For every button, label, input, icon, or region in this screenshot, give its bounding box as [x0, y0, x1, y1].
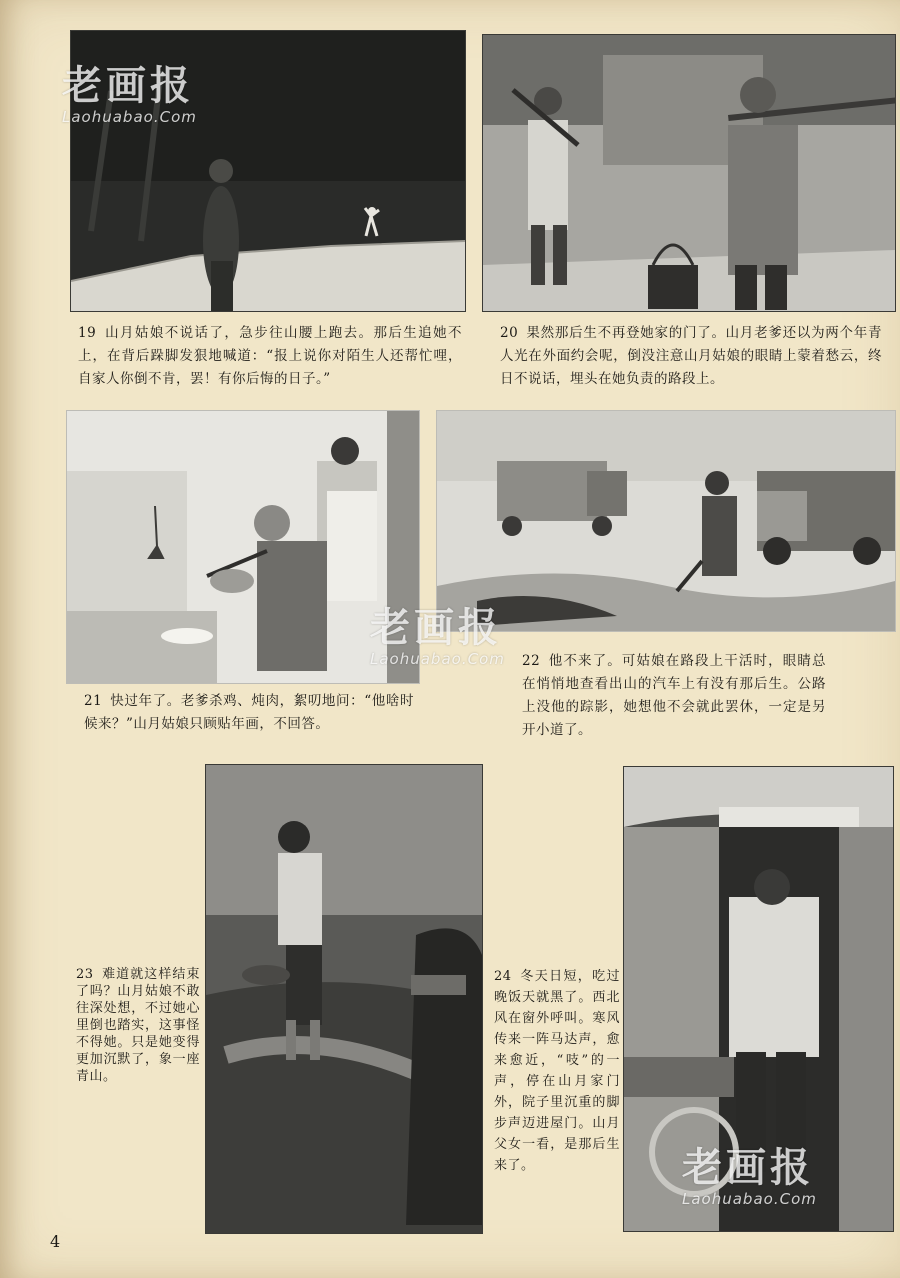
caption-text-22: 他不来了。可姑娘在路段上干活时，眼睛总在悄悄地查看出山的汽车上有没有那后生。公路上没他的踪影，她想他不会就此罢休，一定是另开小道了。	[522, 653, 826, 738]
caption-23	[76, 966, 200, 1085]
panel-number-23: 23	[76, 967, 94, 982]
caption-21	[84, 690, 414, 736]
caption-20	[500, 322, 882, 391]
night-mountain-path-drawing	[71, 31, 465, 311]
road-workers-drawing	[483, 35, 895, 311]
watermark-url: Laohuabao.Com	[682, 1190, 817, 1208]
illustration-23	[205, 764, 483, 1234]
panel-number-21: 21	[84, 693, 103, 709]
man-at-doorway-drawing	[624, 767, 893, 1231]
caption-24	[494, 966, 620, 1176]
illustration-20	[482, 34, 896, 312]
panel-number-22: 22	[522, 653, 541, 669]
caption-22	[522, 650, 826, 742]
watermark-url: Laohuabao.Com	[62, 108, 197, 126]
watermark-name: 老画报	[682, 1145, 814, 1191]
caption-text-21: 快过年了。老爹杀鸡、炖肉，絮叨地问：“他啥时候来？”山月姑娘只顾贴年画，不回答。	[84, 693, 414, 732]
road-trucks-drawing	[437, 411, 895, 631]
watermark-name: 老画报	[62, 63, 194, 109]
illustration-24	[623, 766, 894, 1232]
illustration-21	[66, 410, 420, 684]
caption-19	[78, 322, 462, 391]
girl-carrying-basket-drawing	[206, 765, 482, 1233]
kitchen-old-man-drawing	[67, 411, 419, 683]
panel-number-19: 19	[78, 325, 97, 341]
illustration-22	[436, 410, 896, 632]
illustration-19	[70, 30, 466, 312]
panel-number-20: 20	[500, 325, 519, 341]
caption-text-24: 冬天日短，吃过晚饭天就黑了。西北风在窗外呼叫。寒风传来一阵马达声，愈来愈近，“吱”的一声，停在山月家门外，院子里沉重的脚步声迈进屋门。山月父女一看，是那后生来了。	[494, 969, 620, 1173]
watermark-url: Laohuabao.Com	[370, 650, 505, 668]
caption-text-20: 果然那后生不再登她家的门了。山月老爹还以为两个年青人光在外面约会呢，倒没注意山月姑娘的眼睛上蒙着愁云，终日不说话，埋头在她负责的路段上。	[500, 325, 882, 387]
panel-number-24: 24	[494, 969, 512, 984]
page-number: 4	[50, 1232, 61, 1251]
watermark-name: 老画报	[370, 605, 502, 651]
caption-text-23: 难道就这样结束了吗？山月姑娘不敢往深处想，不过她心里倒也踏实，这事怪不得她。只是她变得更加沉默了，象一座青山。	[76, 967, 200, 1084]
caption-text-19: 山月姑娘不说话了，急步往山腰上跑去。那后生追她不上，在背后跺脚发狠地喊道：“报上说你对陌生人还帮忙哩，自家人你倒不肯，罢！有你后悔的日子。”	[78, 325, 462, 387]
